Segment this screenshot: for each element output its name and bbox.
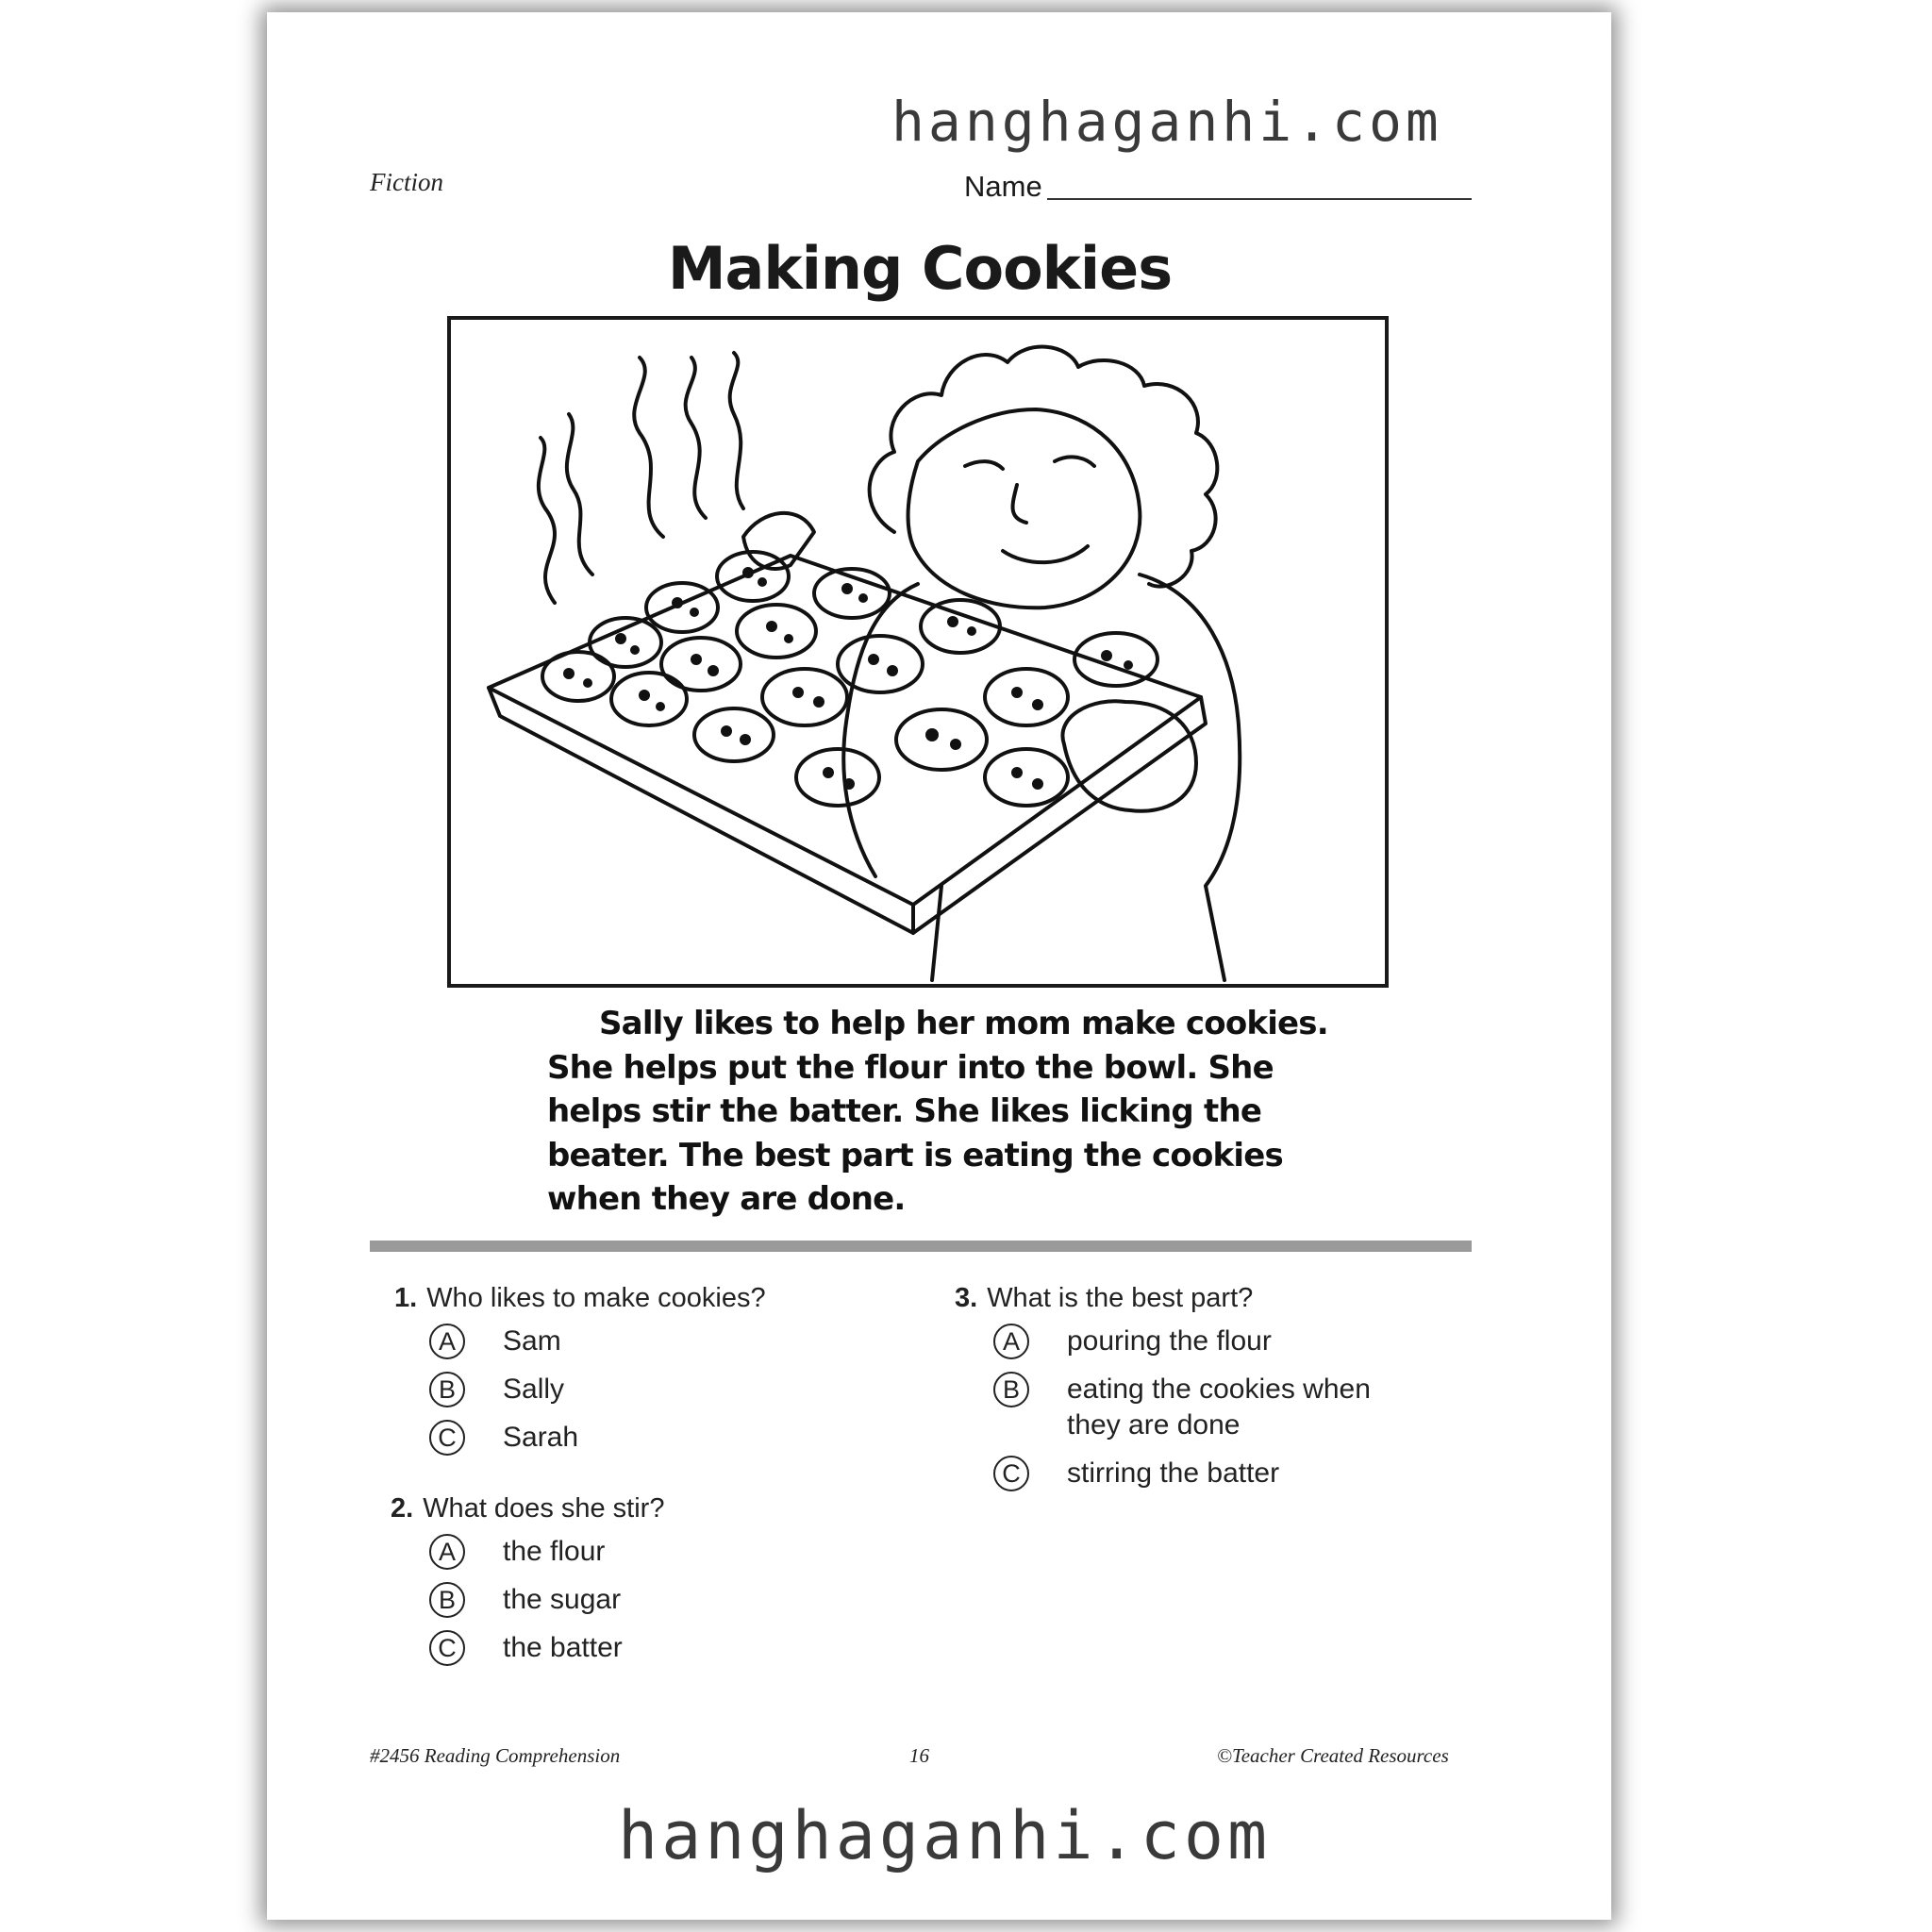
option-text: Sarah — [503, 1422, 579, 1453]
answer-bubble[interactable]: C — [993, 1456, 1029, 1491]
question-2 — [391, 1493, 664, 1524]
question-3 — [955, 1283, 1253, 1314]
question-text: What does she stir? — [423, 1493, 665, 1524]
question-1 — [394, 1283, 766, 1314]
story-paragraph: Sally likes to help her mom make cookies. She helps put the flour into the bowl. She helps stir the batter. She likes licking the beater. The best part is eating the cookies when they are done. — [547, 1005, 1328, 1218]
option-text: pouring the flour — [1067, 1325, 1272, 1357]
option-text: the sugar — [503, 1584, 622, 1615]
answer-bubble[interactable]: C — [429, 1420, 465, 1456]
answer-bubble[interactable]: B — [429, 1372, 465, 1407]
option-text: eating the cookies when they are done — [1067, 1374, 1371, 1441]
answer-bubble[interactable]: A — [993, 1324, 1029, 1359]
option-3a[interactable] — [993, 1324, 1465, 1359]
question-number: 2. — [391, 1493, 414, 1524]
answer-bubble[interactable]: B — [993, 1372, 1029, 1407]
footer-copyright: ©Teacher Created Resources — [1217, 1744, 1449, 1767]
question-text: Who likes to make cookies? — [426, 1283, 766, 1313]
watermark-top: hanghaganhi.com — [891, 90, 1442, 154]
answer-bubble[interactable]: A — [429, 1324, 465, 1359]
answer-bubble[interactable]: A — [429, 1534, 465, 1570]
answer-bubble[interactable]: B — [429, 1582, 465, 1618]
option-1a[interactable] — [429, 1324, 807, 1359]
page-title: Making Cookies — [667, 234, 1173, 303]
option-2a[interactable] — [429, 1534, 807, 1570]
option-3b[interactable] — [993, 1372, 1465, 1447]
illustration-frame — [447, 316, 1389, 988]
genre-label: Fiction — [370, 168, 443, 196]
answer-bubble[interactable]: C — [429, 1630, 465, 1666]
question-number: 1. — [394, 1283, 418, 1313]
footer-page-number: 16 — [909, 1744, 929, 1767]
footer-book-title: #2456 Reading Comprehension — [370, 1744, 621, 1767]
option-2b[interactable] — [429, 1582, 807, 1618]
option-1b[interactable] — [429, 1372, 807, 1407]
section-divider — [370, 1241, 1472, 1252]
baking-illustration — [451, 320, 1385, 984]
option-text: Sally — [503, 1374, 565, 1405]
option-2c[interactable] — [429, 1630, 807, 1666]
name-line[interactable] — [1047, 198, 1472, 200]
option-3c[interactable] — [993, 1456, 1465, 1491]
question-number: 3. — [955, 1283, 978, 1313]
option-1c[interactable] — [429, 1420, 807, 1456]
question-text: What is the best part? — [987, 1283, 1254, 1313]
name-label: Name — [964, 170, 1042, 203]
option-text: the flour — [503, 1536, 606, 1567]
option-text: Sam — [503, 1325, 561, 1357]
option-text: stirring the batter — [1067, 1457, 1280, 1489]
watermark-bottom: hanghaganhi.com — [618, 1797, 1272, 1874]
option-text: the batter — [503, 1632, 623, 1663]
story-text — [547, 1002, 1340, 1222]
